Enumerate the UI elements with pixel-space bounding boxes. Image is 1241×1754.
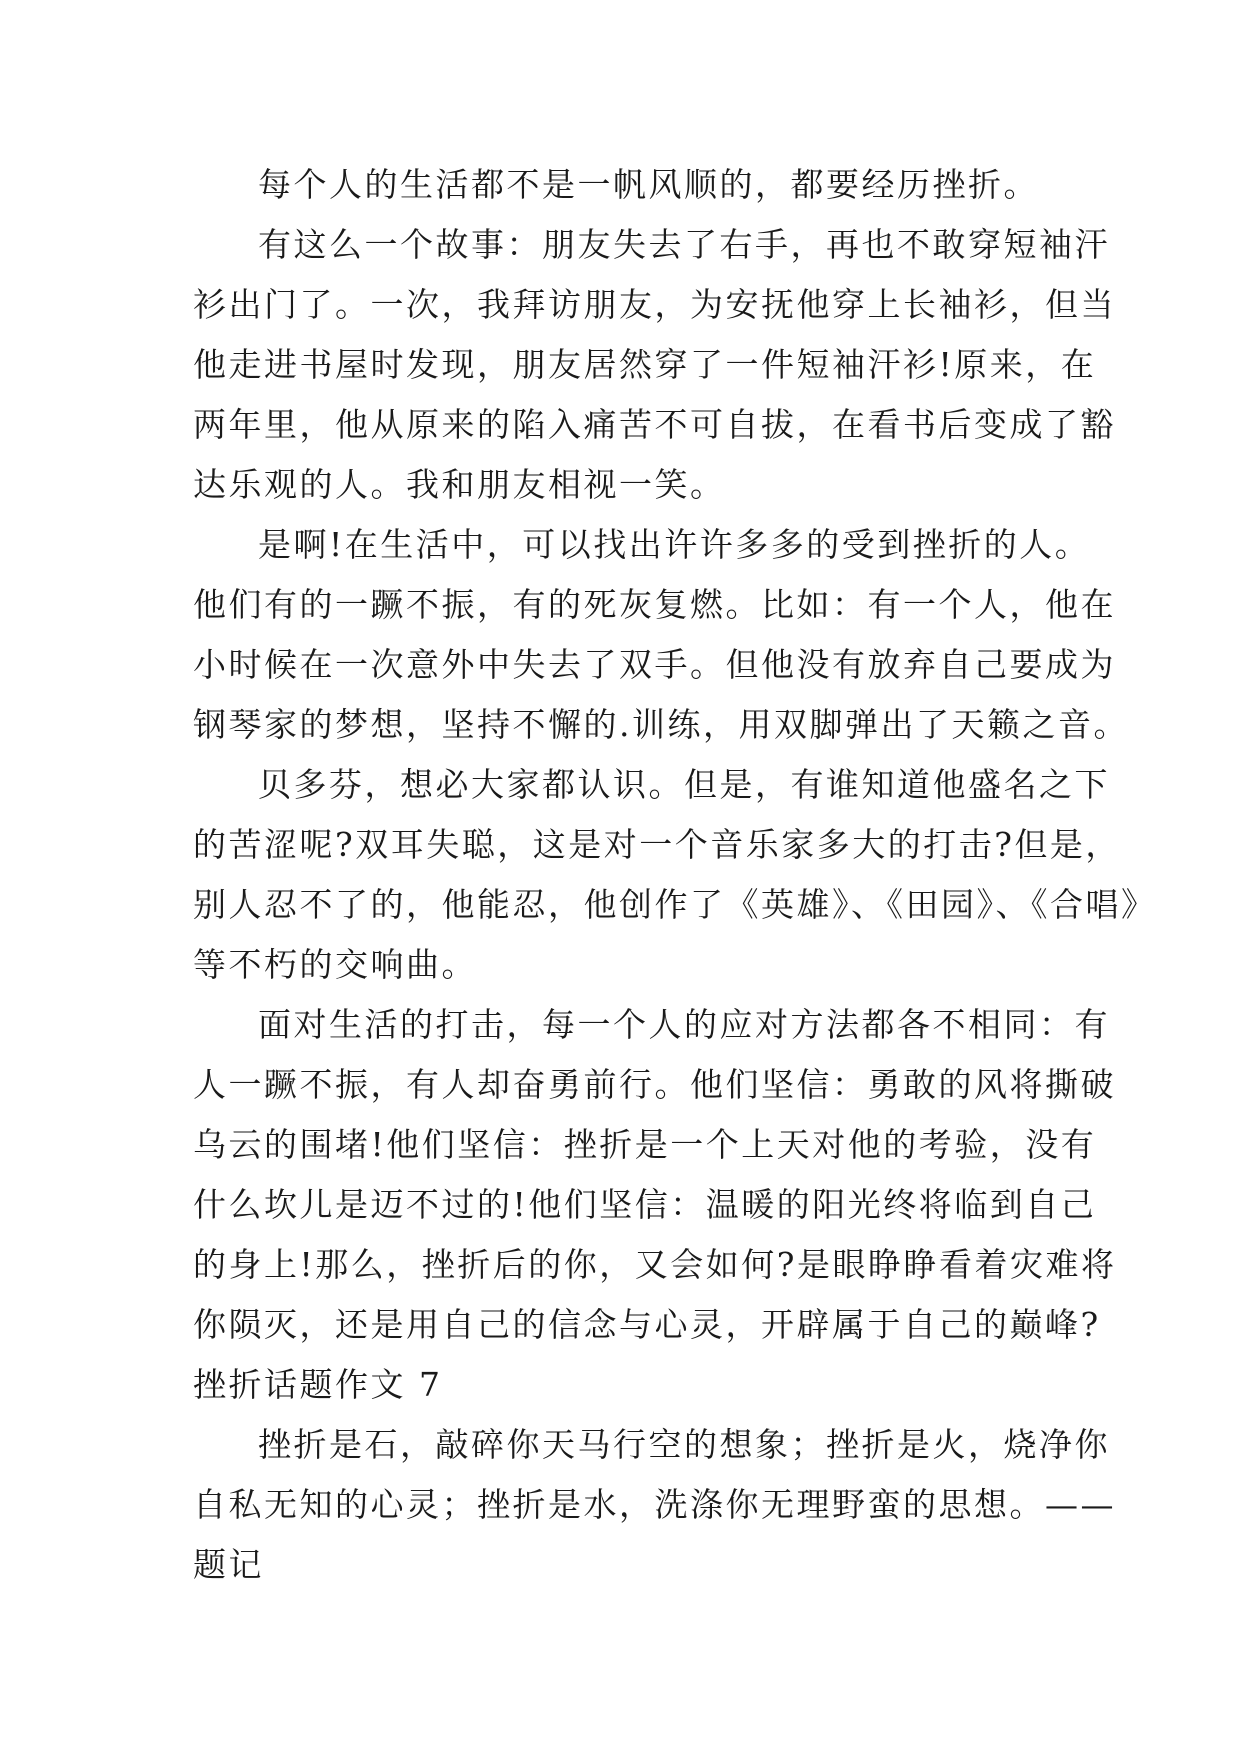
paragraph-line: 乌云的围堵!他们坚信：挫折是一个上天对他的考验，没有 [193, 1125, 1097, 1164]
paragraph-line: 两年里，他从原来的陷入痛苦不可自拔，在看书后变成了豁 [193, 405, 1116, 444]
paragraph-line: 钢琴家的梦想，坚持不懈的.训练，用双脚弹出了天籁之音。 [193, 705, 1129, 744]
paragraph-line: 他走进书屋时发现，朋友居然穿了一件短袖汗衫!原来，在 [193, 345, 1097, 384]
paragraph-line: 小时候在一次意外中失去了双手。但他没有放弃自己要成为 [193, 645, 1116, 684]
paragraph-line: 什么坎儿是迈不过的!他们坚信：温暖的阳光终将临到自己 [193, 1185, 1097, 1224]
paragraph-line: 贝多芬，想必大家都认识。但是，有谁知道他盛名之下 [258, 765, 1110, 804]
paragraph-line: 他们有的一蹶不振，有的死灰复燃。比如：有一个人，他在 [193, 585, 1116, 624]
paragraph-line: 面对生活的打击，每一个人的应对方法都各不相同：有 [258, 1005, 1110, 1044]
paragraph-line: 每个人的生活都不是一帆风顺的，都要经历挫折。 [258, 165, 1039, 204]
paragraph-line: 有这么一个故事：朋友失去了右手，再也不敢穿短袖汗 [258, 225, 1110, 264]
article-body [193, 155, 1157, 1595]
section-heading: 挫折话题作文 7 [193, 1365, 443, 1404]
paragraph-line: 的苦涩呢?双耳失聪，这是对一个音乐家多大的打击?但是， [193, 825, 1121, 864]
paragraph-line: 人一蹶不振，有人却奋勇前行。他们坚信：勇敢的风将撕破 [193, 1065, 1116, 1104]
paragraph-line: 是啊!在生活中，可以找出许许多多的受到挫折的人。 [258, 525, 1091, 564]
paragraph-line: 等不朽的交响曲。 [193, 945, 477, 984]
paragraph-line: 挫折是石，敲碎你天马行空的想象；挫折是火，烧净你 [258, 1425, 1110, 1464]
paragraph-line: 达乐观的人。我和朋友相视一笑。 [193, 465, 726, 504]
paragraph-line: 你陨灭，还是用自己的信念与心灵，开辟属于自己的巅峰? [193, 1305, 1101, 1344]
paragraph-line: 别人忍不了的，他能忍，他创作了《英雄》、《田园》、《合唱》 [193, 885, 1157, 924]
paragraph-line: 自私无知的心灵；挫折是水，洗涤你无理野蛮的思想。—— [193, 1485, 1116, 1524]
paragraph-line: 题记 [193, 1545, 264, 1584]
paragraph-line: 衫出门了。一次，我拜访朋友，为安抚他穿上长袖衫，但当 [193, 285, 1116, 324]
paragraph-line: 的身上!那么，挫折后的你，又会如何?是眼睁睁看着灾难将 [193, 1245, 1117, 1284]
